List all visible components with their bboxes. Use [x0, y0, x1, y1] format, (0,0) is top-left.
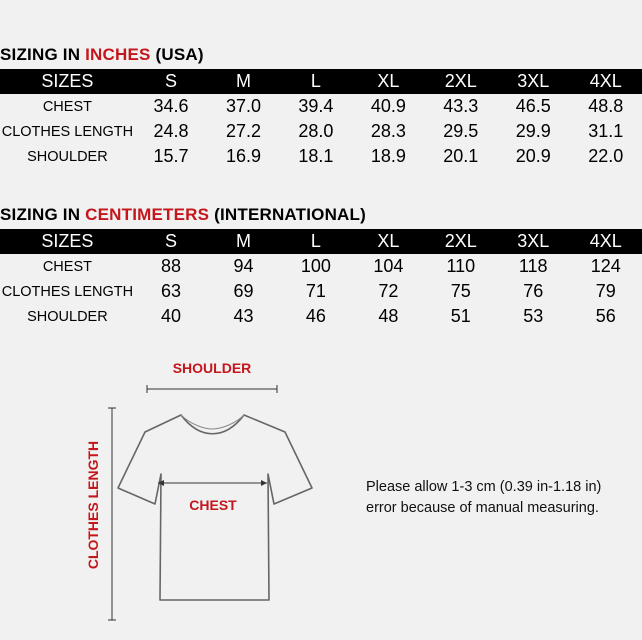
header-cell: 3XL: [497, 69, 569, 94]
centimeters-size-table: [0, 229, 642, 329]
table-cell: 43.3: [443, 96, 479, 116]
table-cell: 40: [161, 306, 182, 326]
row-label: SHOULDER: [27, 308, 108, 325]
header-cell: S: [135, 229, 207, 254]
table-cell: 51: [450, 306, 471, 326]
chest-label: CHEST: [189, 497, 237, 513]
table-cell: 69: [233, 281, 254, 301]
table-row: [0, 94, 642, 119]
header-cell: SIZES: [0, 229, 135, 254]
clothes-length-label: CLOTHES LENGTH: [85, 440, 101, 570]
table-cell: 48: [378, 306, 399, 326]
table-cell: 118: [518, 256, 548, 276]
table-cell: 72: [378, 281, 399, 301]
shoulder-measure-line: [147, 385, 277, 393]
table-row: [0, 119, 642, 144]
table-cell: 76: [523, 281, 544, 301]
header-cell: M: [207, 229, 279, 254]
header-cell: 3XL: [497, 229, 569, 254]
row-label: CLOTHES LENGTH: [1, 283, 134, 300]
row-label: CHEST: [42, 258, 92, 275]
table-cell: 124: [590, 256, 621, 276]
table-row: [0, 279, 642, 304]
header-cell: M: [207, 69, 279, 94]
table-cell: 24.8: [153, 121, 189, 141]
table-cell: 34.6: [153, 96, 189, 116]
table-cell: 20.9: [515, 146, 551, 166]
table-cell: 27.2: [225, 121, 261, 141]
header-cell: 2XL: [425, 69, 497, 94]
table-cell: 63: [161, 281, 182, 301]
length-measure-line: [108, 408, 116, 620]
table-cell: 22.0: [588, 146, 624, 166]
row-label: SHOULDER: [27, 148, 108, 165]
tshirt-collar-icon: [181, 415, 244, 429]
chest-measure-line: [158, 480, 267, 486]
table-cell: 46: [305, 306, 326, 326]
table-cell: 46.5: [515, 96, 551, 116]
table-row: [0, 254, 642, 279]
header-cell: SIZES: [0, 69, 135, 94]
shoulder-label: SHOULDER: [172, 360, 252, 376]
table-cell: 40.9: [370, 96, 406, 116]
note-line: Please allow 1-3 cm (0.39 in-1.18 in): [366, 479, 602, 495]
table-cell: 43: [233, 306, 254, 326]
table-cell: 18.1: [298, 146, 334, 166]
header-cell: L: [280, 69, 352, 94]
table-cell: 18.9: [370, 146, 406, 166]
header-cell: 2XL: [425, 229, 497, 254]
table-header-row: [0, 69, 642, 94]
table-cell: 48.8: [588, 96, 624, 116]
table-row: [0, 304, 642, 329]
header-cell: 4XL: [569, 69, 642, 94]
centimeters-section-title: SIZING IN CENTIMETERS (INTERNATIONAL): [0, 205, 366, 224]
row-label: CLOTHES LENGTH: [1, 123, 134, 140]
table-cell: 29.5: [443, 121, 479, 141]
table-header-row: [0, 229, 642, 254]
table-cell: 29.9: [515, 121, 551, 141]
header-cell: XL: [352, 69, 424, 94]
inches-section-title: SIZING IN INCHES (USA): [0, 45, 204, 64]
table-cell: 88: [161, 256, 182, 276]
table-cell: 20.1: [443, 146, 479, 166]
table-cell: 110: [446, 256, 476, 276]
table-cell: 28.3: [370, 121, 406, 141]
header-cell: XL: [352, 229, 424, 254]
table-cell: 56: [595, 306, 616, 326]
header-cell: 4XL: [569, 229, 642, 254]
inches-size-table: [0, 69, 642, 169]
header-cell: S: [135, 69, 207, 94]
table-cell: 53: [523, 306, 544, 326]
table-cell: 16.9: [225, 146, 261, 166]
row-label: CHEST: [42, 98, 92, 115]
table-cell: 31.1: [588, 121, 624, 141]
table-row: [0, 144, 642, 169]
table-cell: 94: [233, 256, 254, 276]
table-cell: 39.4: [298, 96, 334, 116]
table-cell: 104: [373, 256, 404, 276]
table-cell: 100: [300, 256, 331, 276]
table-cell: 71: [305, 281, 326, 301]
table-cell: 75: [450, 281, 471, 301]
table-cell: 28.0: [298, 121, 334, 141]
table-cell: 37.0: [225, 96, 261, 116]
table-cell: 79: [595, 281, 616, 301]
header-cell: L: [280, 229, 352, 254]
note-line: error because of manual measuring.: [366, 500, 599, 516]
table-cell: 15.7: [153, 146, 189, 166]
measurement-note: [366, 477, 636, 519]
